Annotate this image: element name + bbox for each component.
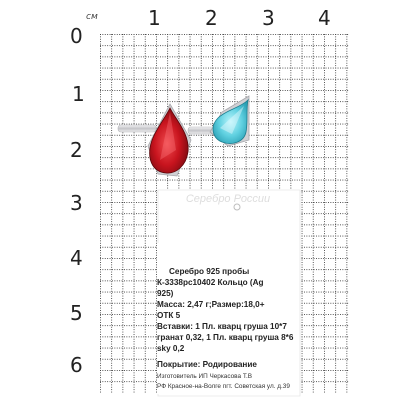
- label-coating: Покрытие: Родирование: [157, 360, 257, 369]
- label-address: РФ Красное-на-Волге пгт. Советская ул. д.39: [157, 383, 290, 390]
- ruler-top-1: 1: [148, 6, 161, 30]
- label-inserts: Вставки: 1 Пл. кварц груша 10*7: [157, 322, 287, 331]
- label-manufacturer: Изготовитель ИП Черкасова Т.В: [157, 373, 253, 380]
- label-article: К-3338рс10402 Кольцо (Ag: [157, 278, 264, 287]
- label-mass-size: Масса: 2,47 г;Размер:18,0+: [157, 300, 265, 309]
- ruler-left-4: 4: [70, 246, 83, 270]
- ruler-left-5: 5: [70, 301, 83, 325]
- label-article-cont: 925): [157, 289, 174, 298]
- ruler-top-2: 2: [205, 6, 218, 30]
- ruler-left-0: 0: [70, 24, 83, 48]
- ruler-left-2: 2: [70, 138, 83, 162]
- ruler-top-4: 4: [318, 6, 331, 30]
- ruler-left-1: 1: [72, 82, 85, 106]
- label-material: Серебро 925 пробы: [169, 267, 250, 276]
- product-label: [157, 243, 299, 394]
- watermark: Серебро России: [185, 193, 271, 205]
- ruler-unit-label: см: [86, 12, 98, 22]
- label-inserts-3: sky 0,2: [157, 344, 185, 353]
- label-inserts-2: гранат 0,32, 1 Пл. кварц груша 8*6: [157, 333, 294, 342]
- ruler-left-6: 6: [70, 353, 83, 377]
- label-otk: ОТК 5: [157, 311, 181, 320]
- ruler-top-3: 3: [262, 6, 275, 30]
- ruler-left-3: 3: [70, 191, 83, 215]
